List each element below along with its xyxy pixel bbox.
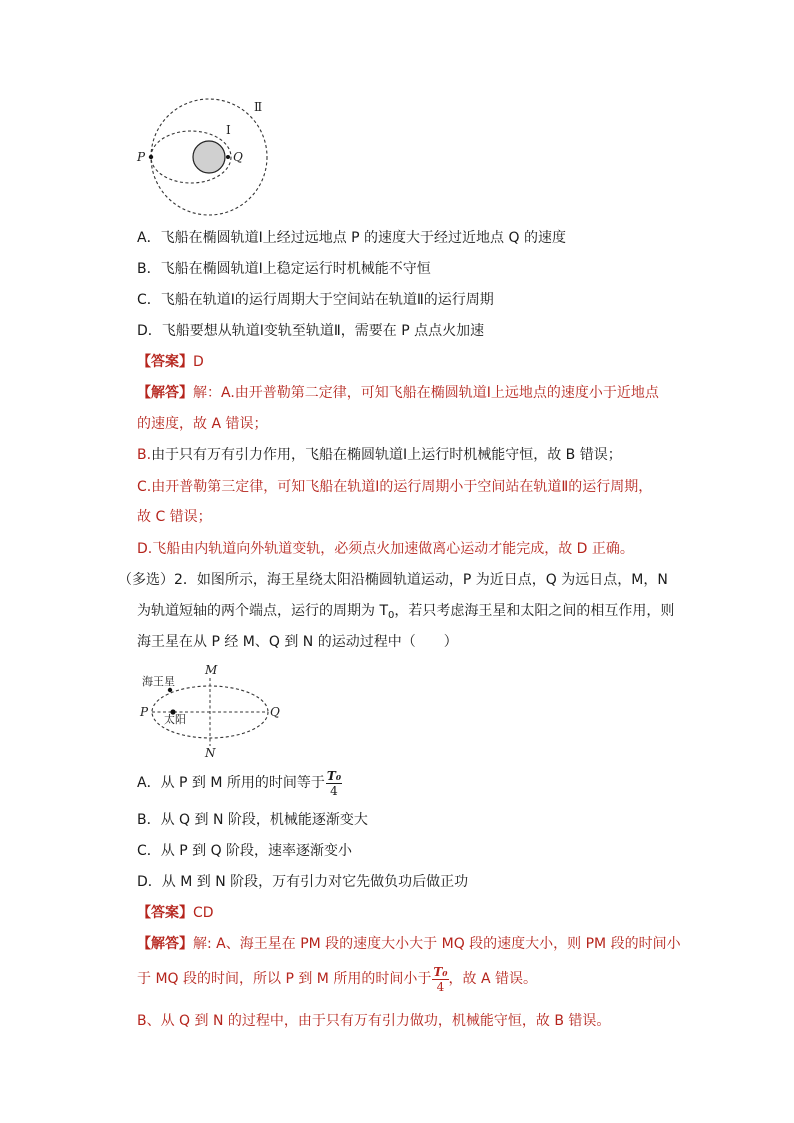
- explanation-text: 的运行周期，: [568, 479, 653, 495]
- explanation-text: 解：A.由开普勒第二定律，可知飞船在椭圆轨道: [193, 385, 487, 401]
- q1-option-c: C．飞船在轨道Ⅰ的运行周期大于空间站在轨道Ⅱ的运行周期: [137, 292, 494, 308]
- q2-stem-line-3: 海王星在从 P 经 M、Q 到 N 的运动过程中（ ）: [137, 634, 458, 650]
- q1-explanation-line-5: 故 C 错误；: [137, 509, 212, 525]
- label-P: P: [137, 150, 146, 164]
- fraction-denominator: 4: [436, 979, 445, 994]
- q1-answer-line: [137, 352, 204, 372]
- explanation-text: C.由开普勒第三定律，可知飞船在轨道: [137, 479, 376, 495]
- label-P: P: [140, 705, 149, 719]
- explanation-text: Ⅰ: [375, 479, 380, 495]
- q1-option-b: B．飞船在椭圆轨道Ⅰ上稳定运行时机械能不守恒: [137, 261, 431, 277]
- option-text: A．从 P 到 M 所用的时间等于: [137, 775, 325, 791]
- q2-answer-line: [137, 903, 214, 923]
- fraction-denominator: 4: [330, 783, 338, 798]
- explanation-text: B.: [137, 447, 152, 463]
- answer-value: D: [193, 354, 204, 370]
- fraction-t0-over-4: [326, 769, 342, 798]
- q1-explanation-line-1: [137, 383, 659, 403]
- orbit-diagram-1: [134, 96, 274, 216]
- stem-text: ，若只考虑海王星和太阳之间的相互作用，则: [394, 603, 675, 619]
- explanation-tag: 【解答】: [137, 385, 193, 401]
- stem-text: 为轨道短轴的两个端点，运行的周期为 T: [137, 603, 389, 619]
- explanation-text: Ⅰ: [486, 385, 491, 401]
- explanation-text: 于 MQ 段的时间，所以 P 到 M 所用的时间小于: [137, 971, 432, 987]
- q2-option-a: [137, 767, 342, 799]
- q2-option-b: B．从 Q 到 N 阶段，机械能逐渐变大: [137, 812, 368, 828]
- q2-option-c: C．从 P 到 Q 阶段，速率逐渐变小: [137, 843, 353, 859]
- fraction-t0-over-4: [432, 965, 448, 994]
- point-Q-dot: [226, 155, 230, 159]
- label-Q: Q: [270, 705, 280, 719]
- fraction-numerator: T₀: [433, 964, 448, 979]
- label-neptune: 海王星: [142, 675, 175, 688]
- answer-tag: 【答案】: [137, 354, 193, 370]
- q1-explanation-line-4: [137, 477, 652, 497]
- q2-explanation-line-3: B、从 Q 到 N 的过程中，由于只有万有引力做功，机械能守恒，故 B 错误。: [137, 1013, 611, 1029]
- explanation-text: 由于只有万有引力作用，飞船在椭圆轨道Ⅰ上运行时机械能守恒，故 B 错误；: [151, 447, 622, 463]
- q1-explanation-line-3: [137, 445, 622, 465]
- q1-option-a: A．飞船在椭圆轨道Ⅰ上经过远地点 P 的速度大于经过近地点 Q 的速度: [137, 230, 566, 246]
- label-M: M: [205, 663, 218, 677]
- q2-stem-line-1: （多选）2．如图所示，海王星绕太阳沿椭圆轨道运动，P 为近日点，Q 为远日点，M，N: [118, 572, 668, 588]
- earth-circle: [193, 141, 225, 173]
- explanation-tag: 【解答】: [137, 936, 193, 952]
- q1-option-d: D．飞船要想从轨道Ⅰ变轨至轨道Ⅱ，需要在 P 点点火加速: [137, 323, 485, 339]
- q2-option-d: D．从 M 到 N 阶段，万有引力对它先做负功后做正功: [137, 874, 469, 890]
- subscript: 0: [388, 610, 395, 621]
- label-Q: Q: [233, 150, 243, 164]
- neptune-orbit-diagram: [132, 660, 292, 760]
- label-sun: 太阳: [164, 713, 186, 726]
- label-I: Ⅰ: [226, 123, 231, 137]
- label-N: N: [205, 746, 216, 760]
- q1-explanation-line-6: [137, 539, 634, 559]
- explanation-text: D.: [137, 541, 153, 557]
- q1-explanation-line-2: 的速度，故 A 错误；: [137, 416, 268, 432]
- explanation-text: Ⅱ: [561, 479, 569, 495]
- fraction-numerator: T₀: [326, 768, 342, 783]
- explanation-text: 解: A、海王星在 PM 段的速度大小大于 MQ 段的速度大小，则 PM 段的时间小: [193, 936, 681, 952]
- point-P-dot: [149, 155, 153, 159]
- explanation-text: ，故 A 错误。: [448, 971, 537, 987]
- answer-tag: 【答案】: [137, 905, 193, 921]
- explanation-text: 飞船由内轨道向外轨道变轨，必须点火加速做离心运动才能完成，故 D 正确。: [152, 541, 634, 557]
- explanation-text: 上远地点的速度小于近地点: [490, 385, 659, 401]
- answer-value: CD: [193, 905, 214, 921]
- q2-stem-line-2: [137, 601, 674, 626]
- label-II: Ⅱ: [254, 100, 263, 114]
- q2-explanation-line-2: [137, 963, 537, 995]
- neptune-dot: [168, 688, 172, 692]
- explanation-text: 的运行周期小于空间站在轨道: [379, 479, 562, 495]
- q2-explanation-line-1: [137, 934, 681, 954]
